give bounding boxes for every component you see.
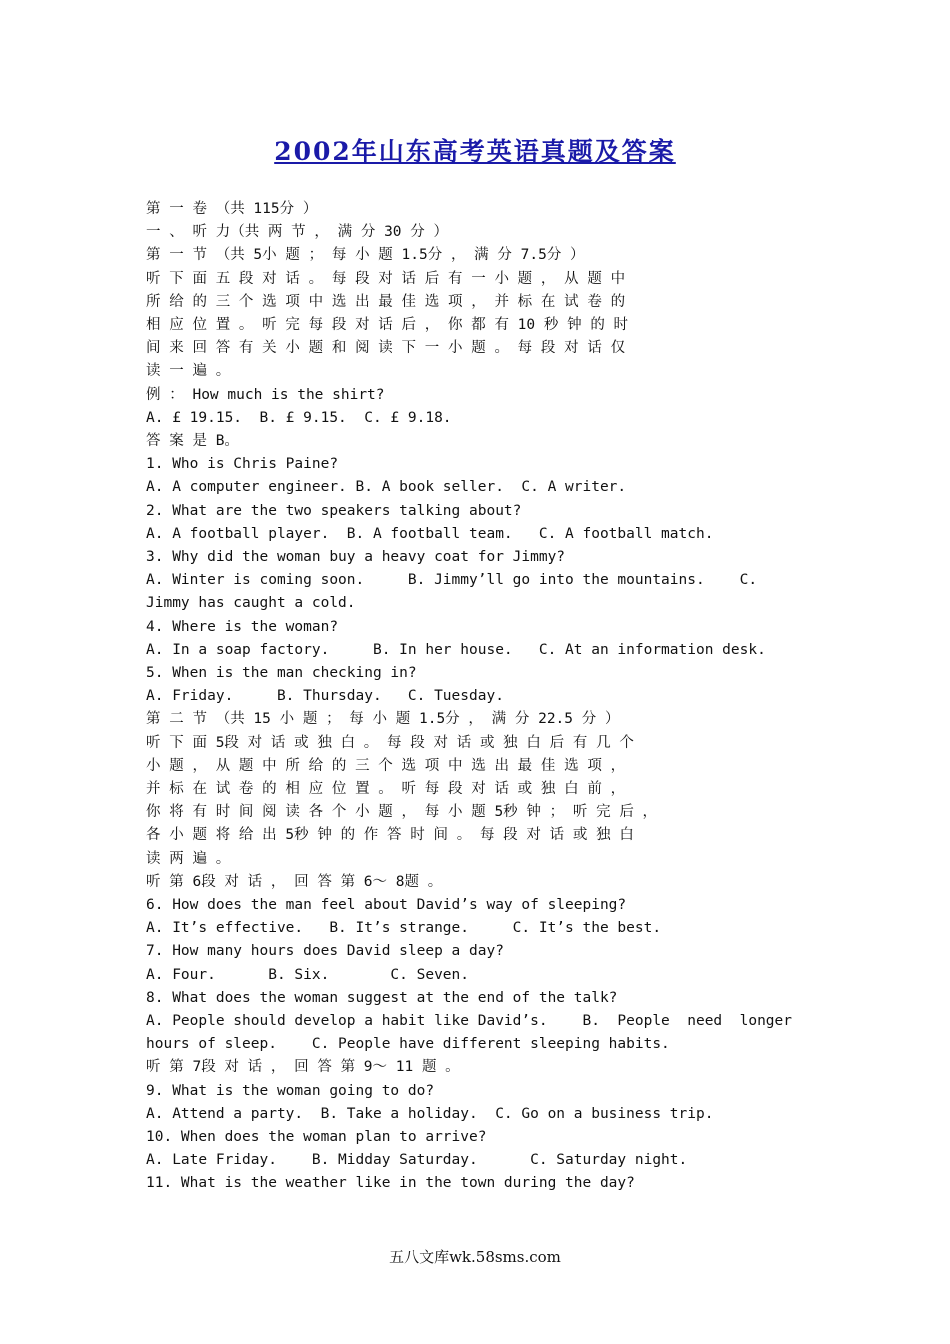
text-line: A. It’s effective. B. It’s strange. C. It’s the best. bbox=[146, 920, 662, 937]
text-line: 2. What are the two speakers talking about? bbox=[146, 502, 522, 519]
text-line: 间 来 回 答 有 关 小 题 和 阅 读 下 一 小 题 。 每 段 对 话 仅 bbox=[146, 340, 626, 357]
text-line: 小 题 ， 从 题 中 所 给 的 三 个 选 项 中 选 出 最 佳 选 项 ， bbox=[146, 757, 626, 774]
text-line: 答 案 是 B。 bbox=[146, 433, 239, 449]
text-line: A. A computer engineer. B. A book seller. C. A writer. bbox=[146, 479, 627, 496]
text-line: A. Friday. B. Thursday. C. Tuesday. bbox=[146, 688, 504, 705]
text-line: hours of sleep. C. People have different sleeping habits. bbox=[146, 1036, 670, 1053]
text-line: A. Late Friday. B. Midday Saturday. C. Saturday night. bbox=[146, 1152, 688, 1169]
text-line: 11. What is the weather like in the town during the day? bbox=[146, 1175, 635, 1192]
text-line: 1. Who is Chris Paine? bbox=[146, 456, 339, 473]
text-line: 读 两 遍 。 bbox=[146, 850, 231, 867]
text-line: 听 下 面 5段 对 话 或 独 白 。 每 段 对 话 或 独 白 后 有 几 个 bbox=[146, 734, 634, 751]
text-line: 5. When is the man checking in? bbox=[146, 665, 417, 681]
text-line: 3. Why did the woman buy a heavy coat for Jimmy? bbox=[146, 549, 566, 565]
footer-watermark: 五八文库wk.58sms.com bbox=[389, 1248, 561, 1266]
text-line: A. People should develop a habit like David’s. B. People need longer bbox=[146, 1013, 793, 1029]
text-line: 相 应 位 置 。 听 完 每 段 对 话 后 ， 你 都 有 10 秒 钟 的 时 bbox=[146, 317, 629, 333]
text-line: A. Attend a party. B. Take a holiday. C. Go on a business trip. bbox=[146, 1105, 714, 1122]
text-line: 4. Where is the woman? bbox=[146, 618, 339, 635]
text-line: A. A football player. B. A football team. C. A football match. bbox=[146, 525, 714, 542]
text-line: 听 第 6段 对 话 ， 回 答 第 6～ 8题 。 bbox=[146, 873, 443, 890]
text-line: A. £ 19.15. B. £ 9.15. C. £ 9.18. bbox=[146, 409, 452, 426]
text-line: 读 一 遍 。 bbox=[146, 363, 231, 380]
text-line: 第 一 卷 （共 115分 ） bbox=[146, 201, 318, 217]
text-line: 10. When does the woman plan to arrive? bbox=[146, 1129, 487, 1145]
text-line: 你 将 有 时 间 阅 读 各 个 小 题 ， 每 小 题 5秒 钟 ； 听 完 后 ， bbox=[146, 804, 658, 821]
text-line: 9. What is the woman going to do? bbox=[146, 1082, 435, 1099]
text-line: 第 二 节 （共 15 小 题 ； 每 小 题 1.5分 ， 满 分 22.5 分 ） bbox=[146, 711, 620, 728]
text-line: A. Four. B. Six. C. Seven. bbox=[146, 966, 470, 983]
text-line: 听 下 面 五 段 对 话 。 每 段 对 话 后 有 一 小 题 ， 从 题 中 bbox=[146, 270, 626, 287]
text-line: 并 标 在 试 卷 的 相 应 位 置 。 听 每 段 对 话 或 独 白 前 ， bbox=[146, 781, 626, 797]
text-line: 各 小 题 将 给 出 5秒 钟 的 作 答 时 间 。 每 段 对 话 或 独 白 bbox=[146, 827, 634, 844]
text-line: A. In a soap factory. B. In her house. C. At an information desk. bbox=[146, 641, 766, 658]
text-line: 第 一 节 （共 5小 题 ； 每 小 题 1.5分 ， 满 分 7.5分 ） bbox=[146, 247, 585, 264]
text-line: 听 第 7段 对 话 ， 回 答 第 9～ 11 题 。 bbox=[146, 1059, 460, 1076]
document-title: 2002年山东高考英语真题及答案 bbox=[274, 137, 676, 166]
text-line: 一 、 听 力（共 两 节 ， 满 分 30 分 ） bbox=[146, 224, 448, 241]
text-line: 例 ： How much is the shirt? bbox=[146, 386, 385, 403]
text-line: 所 给 的 三 个 选 项 中 选 出 最 佳 选 项 ， 并 标 在 试 卷 的 bbox=[146, 293, 626, 310]
text-line: 6. How does the man feel about David’s way of sleeping? bbox=[146, 897, 627, 913]
text-line: A. Winter is coming soon. B. Jimmy’ll go into the mountains. C. bbox=[146, 572, 758, 589]
text-line: 7. How many hours does David sleep a day? bbox=[146, 943, 504, 960]
text-line: Jimmy has caught a cold. bbox=[146, 595, 356, 612]
text-line: 8. What does the woman suggest at the end of the talk? bbox=[146, 989, 618, 1006]
